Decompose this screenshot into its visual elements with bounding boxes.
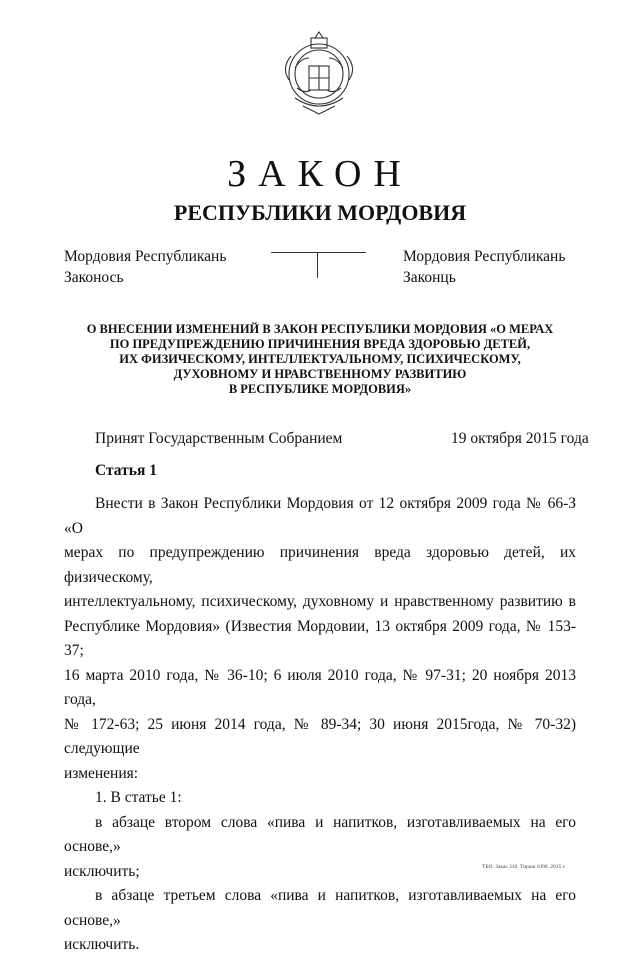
body-line: исключить. <box>64 936 140 953</box>
law-name-line4: ДУХОВНОМУ И НРАВСТВЕННОМУ РАЗВИТИЮ <box>173 367 467 381</box>
body-line: исключить; <box>64 862 140 880</box>
body-line: интеллектуальному, психическому, духовному и нравственному развитию в <box>64 593 576 610</box>
moksha-title <box>64 246 226 288</box>
header-divider-vertical <box>317 252 318 278</box>
moksha-title-line2: Законось <box>64 269 124 286</box>
document-title: ЗАКОН <box>227 153 413 195</box>
erzya-title-line2: Законць <box>403 269 456 286</box>
article-body <box>64 492 576 958</box>
body-line: мерах по предупреждению причинения вреда здоровью детей, их физическому, <box>64 544 576 586</box>
adoption-date: 19 октября 2015 года <box>451 430 589 447</box>
law-name <box>70 322 570 397</box>
body-line: в абзаце втором слова «пива и напитков, изготавливаемых на его основе,» <box>64 813 576 855</box>
law-name-line3: ИХ ФИЗИЧЕСКОМУ, ИНТЕЛЛЕКТУАЛЬНОМУ, ПСИХИЧЕСКОМУ, <box>119 352 521 366</box>
list-item: 1. В статье 1: <box>95 789 182 806</box>
adopted-by: Принят Государственным Собранием <box>95 430 343 447</box>
body-line: в абзаце третьем слова «пива и напитков, изготавливаемых на его основе,» <box>64 887 576 929</box>
body-line: № 172-63; 25 июня 2014 года, № 89-34; 30 июня 2015года, № 70-32) следующие <box>64 715 576 757</box>
erzya-title <box>403 246 565 288</box>
document-subtitle: РЕСПУБЛИКИ МОРДОВИЯ <box>173 200 467 225</box>
article-heading: Статья 1 <box>95 462 157 479</box>
header-divider-horizontal <box>271 252 366 253</box>
body-line: Внести в Закон Республики Мордовия от 12 октября 2009 года № 66-З «О <box>64 495 576 537</box>
body-line: Республике Мордовия» (Известия Мордовии, 13 октября 2009 года, № 153-37; <box>64 617 576 659</box>
coat-of-arms-emblem <box>275 28 363 118</box>
body-line: изменения: <box>64 764 139 782</box>
erzya-title-line1: Мордовия Республикань <box>403 248 566 265</box>
print-footer: ТБО. Заказ 310. Тираж 1000. 2015 г. <box>482 864 566 870</box>
law-name-line2: ПО ПРЕДУПРЕЖДЕНИЮ ПРИЧИНЕНИЯ ВРЕДА ЗДОРОВЬЮ ДЕТЕЙ, <box>109 337 531 351</box>
law-name-line1: О ВНЕСЕНИИ ИЗМЕНЕНИЙ В ЗАКОН РЕСПУБЛИКИ МОРДОВИЯ «О МЕРАХ <box>86 322 554 336</box>
law-name-line5: В РЕСПУБЛИКЕ МОРДОВИЯ» <box>228 382 412 396</box>
body-line: 16 марта 2010 года, № 36-10; 6 июля 2010 года, № 97-31; 20 ноября 2013 года, <box>64 666 576 708</box>
moksha-title-line1: Мордовия Республикань <box>64 248 227 265</box>
